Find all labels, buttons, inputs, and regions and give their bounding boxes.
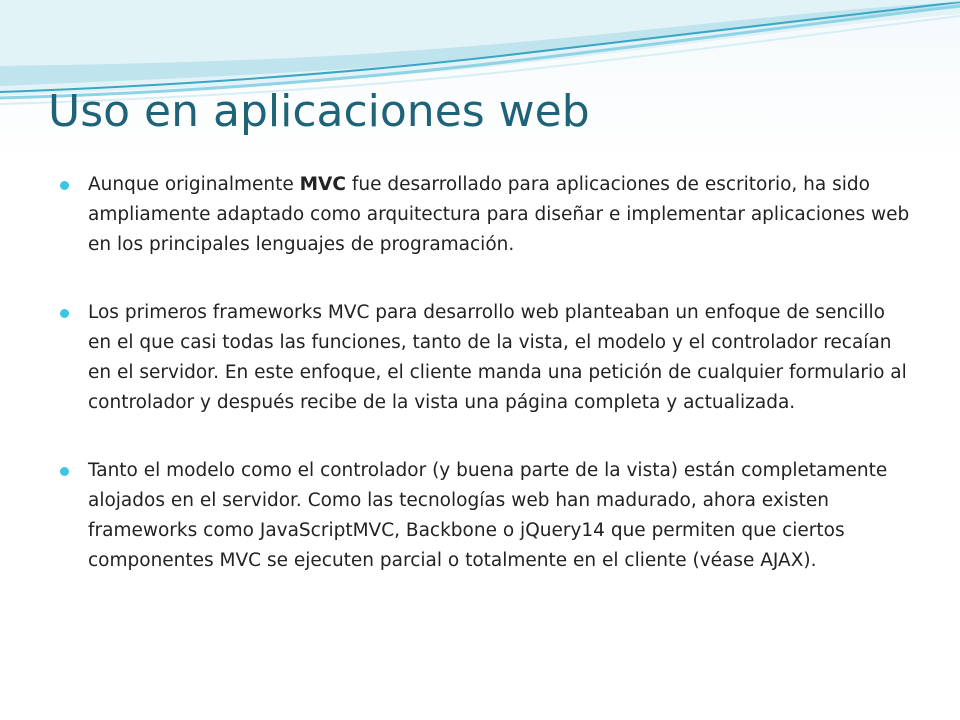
bullet-dot-icon (60, 309, 69, 318)
bullet-dot-icon (60, 467, 69, 476)
bullet-text-1-start: Aunque originalmente (88, 174, 300, 195)
bullet-text-3: Tanto el modelo como el controlador (y buena parte de la vista) están completamente alojados en el servidor. Como las tecnologías web han madurado, ahora existen frameworks como JavaScriptMVC, Backbone o jQuery14 que permiten que ciertos componentes MVC se ejecuten parcial o totalmente en el cliente (véase AJAX). (88, 460, 888, 571)
bullet-item-1 (60, 170, 910, 260)
bullet-list (60, 170, 910, 576)
bullet-dot-icon (60, 181, 69, 190)
bullet-item-2 (60, 298, 910, 418)
bullet-text-1-bold: MVC (299, 174, 346, 195)
bullet-item-3 (60, 456, 910, 576)
bullet-text-2: Los primeros frameworks MVC para desarrollo web planteaban un enfoque de sencillo en el que casi todas las funciones, tanto de la vista, el modelo y el controlador recaían en el servidor. En este enfoque, el cliente manda una petición de cualquier formulario al controlador y después recibe de la vista una página completa y actualizada. (88, 302, 907, 413)
bullet-text-1-end: fue desarrollado para aplicaciones de escritorio, ha sido ampliamente adaptado como arquitectura para diseñar e implementar aplicaciones web en los principales lenguajes de programación. (88, 174, 910, 255)
slide-title: Uso en aplicaciones web (48, 86, 590, 137)
